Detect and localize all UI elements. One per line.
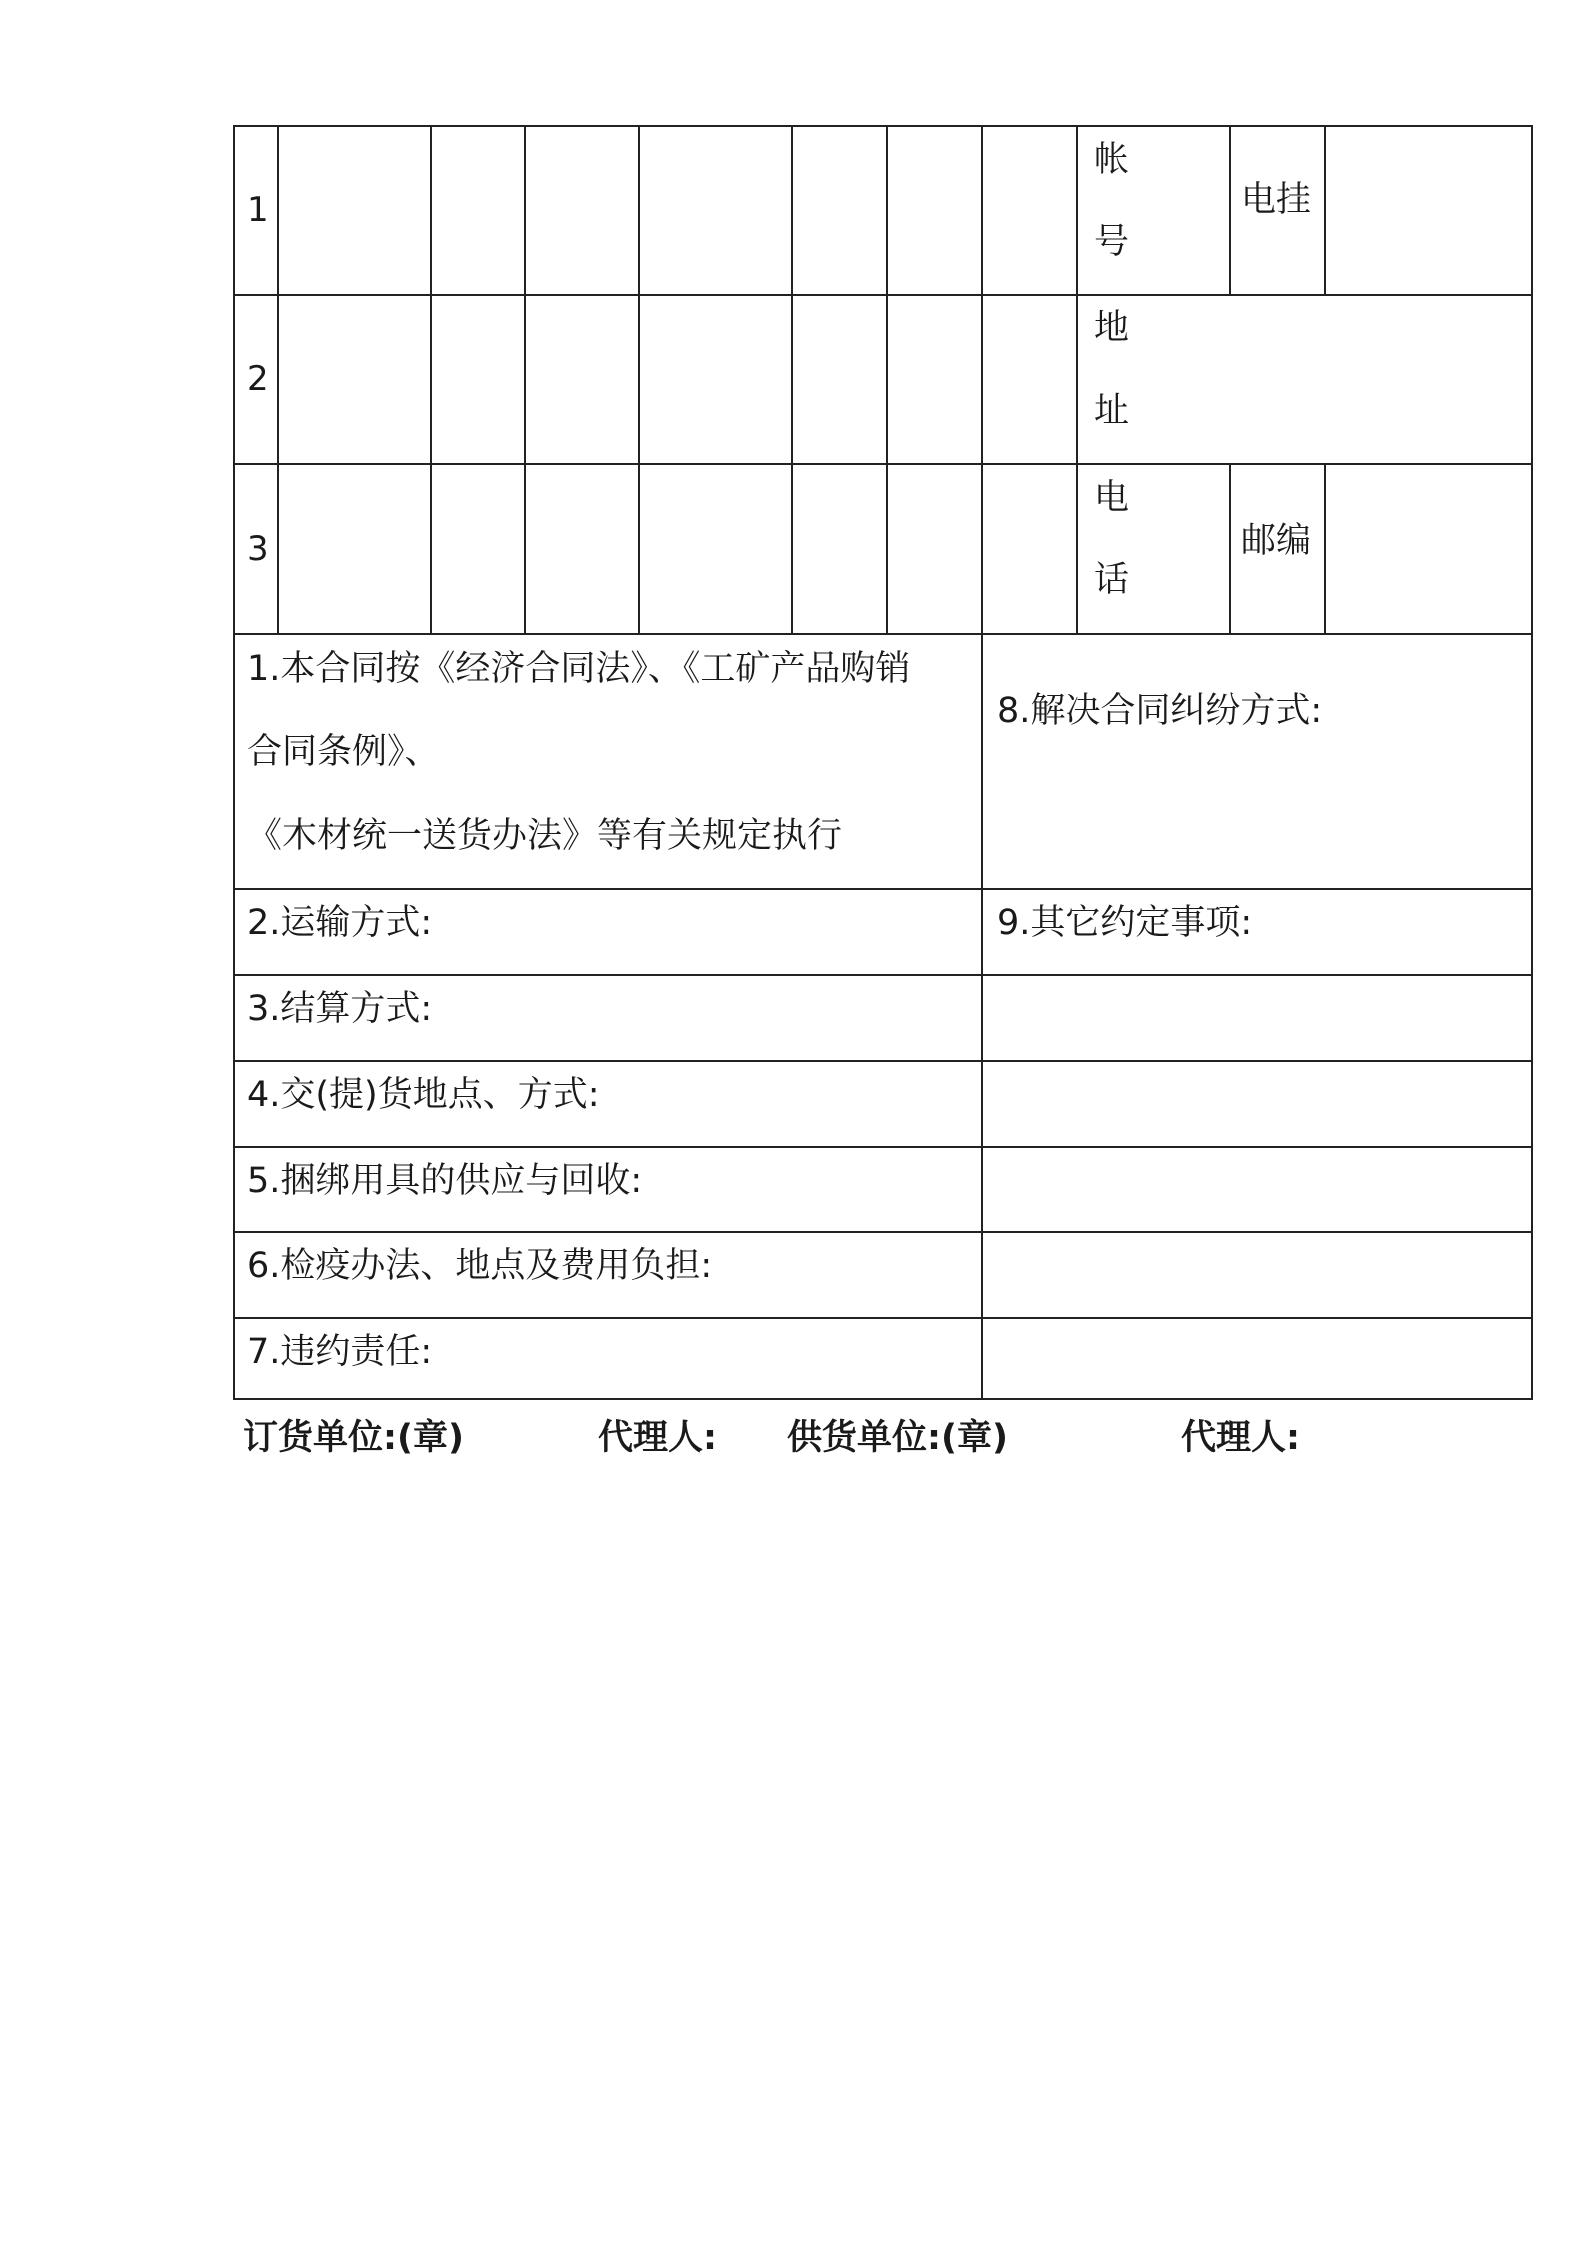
supplier-agent-label: 代理人: bbox=[1181, 1418, 1300, 1458]
buyer-signature-label: 订货单位:(章) bbox=[243, 1418, 464, 1458]
term-4: 4.交(提)货地点、方式: bbox=[247, 1075, 600, 1115]
term-7: 7.违约责任: bbox=[247, 1332, 433, 1372]
telegraph-label: 电挂 bbox=[1241, 180, 1312, 220]
row-number: 2 bbox=[247, 359, 269, 399]
row-number: 3 bbox=[247, 529, 269, 569]
term-1-line-2: 合同条例》、 bbox=[247, 732, 440, 772]
term-1-line-1: 1.本合同按《经济合同法》、《工矿产品购销 bbox=[247, 649, 911, 689]
account-label-char: 号 bbox=[1094, 222, 1130, 262]
buyer-agent-label: 代理人: bbox=[598, 1418, 717, 1458]
term-6: 6.检疫办法、地点及费用负担: bbox=[247, 1246, 713, 1286]
term-5: 5.捆绑用具的供应与回收: bbox=[247, 1161, 643, 1201]
address-label-char: 址 bbox=[1094, 391, 1130, 431]
supplier-signature-label: 供货单位:(章) bbox=[787, 1418, 1008, 1458]
postcode-label: 邮编 bbox=[1241, 521, 1312, 561]
term-9: 9.其它约定事项: bbox=[997, 903, 1253, 943]
phone-label-char: 电 bbox=[1094, 478, 1130, 518]
term-3: 3.结算方式: bbox=[247, 989, 433, 1029]
term-1-line-3: 《木材统一送货办法》等有关规定执行 bbox=[247, 816, 843, 856]
phone-label-char: 话 bbox=[1094, 560, 1130, 600]
account-label-char: 帐 bbox=[1094, 140, 1130, 180]
contract-table bbox=[233, 125, 1533, 1400]
row-number: 1 bbox=[247, 190, 269, 230]
term-8: 8.解决合同纠纷方式: bbox=[997, 691, 1323, 731]
address-label-char: 地 bbox=[1094, 308, 1130, 348]
term-2: 2.运输方式: bbox=[247, 903, 433, 943]
